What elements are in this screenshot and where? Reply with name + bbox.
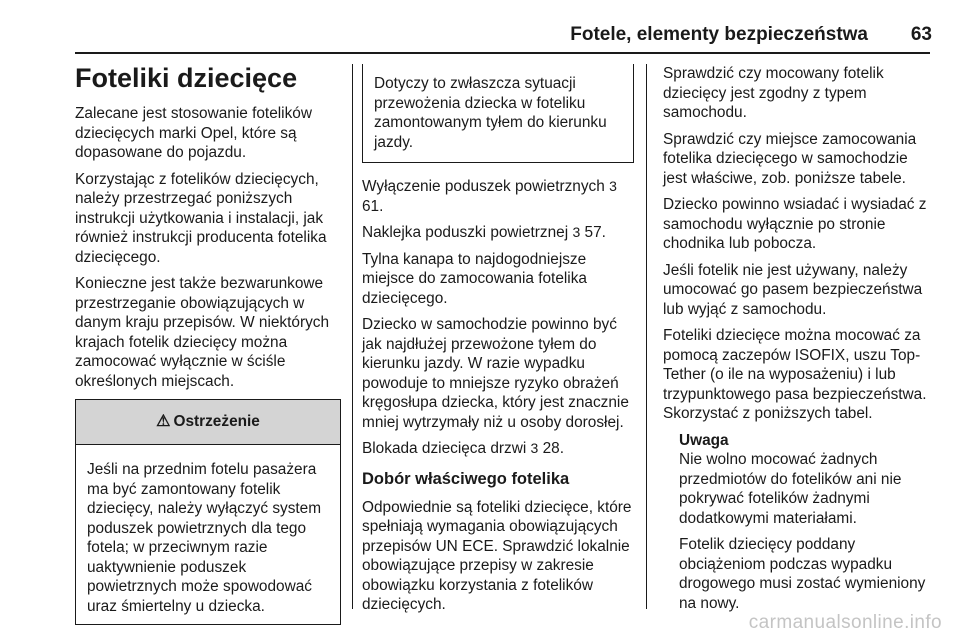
section-heading: Foteliki dziecięce (75, 63, 298, 93)
column-divider-2 (646, 64, 647, 609)
header-rule (75, 52, 930, 54)
reference-text: Naklejka poduszki powietrznej (362, 224, 569, 241)
note-title: Uwaga (679, 431, 729, 449)
header-title: Fotele, elementy bezpieczeństwa (570, 24, 868, 45)
paragraph: Tylna kanapa to najdogodniejsze miejsce do zamocowania fotelika dziecięcego. (362, 250, 587, 307)
paragraph: Korzystając z fotelików dziecięcych, należy przestrzegać poniższych instrukcji użytkowania i instalacji, jak również instrukcji producenta fotelika dziecięcego. (75, 170, 327, 266)
warning-triangle-icon: ⚠ (156, 413, 171, 431)
column-1 (75, 62, 341, 625)
note-text: Nie wolno mocować żadnych przedmiotów do fotelików ani nie pokrywać fotelików żadnymi dodatkowymi materiałami. (679, 451, 902, 527)
cross-reference (362, 439, 634, 459)
paragraph: Odpowiednie są foteliki dziecięce, które spełniają wymagania obowiązujących przepisów UN ECE. Sprawdzić lokalnie obowiązujące przepisy w zakresie obowiązku korzystania z fotelików dziecięcych. (362, 498, 632, 613)
warning-header (76, 400, 340, 445)
paragraph: Zalecane jest stosowanie fotelików dziecięcych marki Opel, które są dopasowane do pojazdu. (75, 105, 312, 161)
paragraph: Konieczne jest także bezwarunkowe przestrzeganie obowiązujących w danym kraju przepisów. W niektórych krajach fotelik dziecięcy można zamocować wyłącznie w ściśle określonych miejscach. (75, 275, 330, 390)
reference-page: 61. (362, 197, 384, 215)
page-reference-icon: 3 (530, 440, 539, 456)
warning-text: Dotyczy to zwłaszcza sytuacji przewożenia dziecka w foteliku zamontowanym tyłem do kierunku jazdy. (374, 75, 607, 151)
column-2 (362, 64, 634, 622)
cross-reference (362, 177, 634, 216)
warning-title: Ostrzeżenie (173, 413, 260, 431)
watermark: carmanualsonline.info (748, 612, 942, 633)
reference-page: 57. (584, 224, 606, 241)
paragraph: Foteliki dziecięce można mocować za pomocą zaczepów ISOFIX, uszu Top-Tether (o ile na wyposażeniu) i lub trzypunktowego pasa bezpieczeństwa. Skorzystać z poniższych tabel. (663, 327, 927, 422)
paragraph: Dziecko w samochodzie powinno być jak najdłużej przewożone tyłem do kierunku jazdy. W razie wypadku powoduje to mniejsze ryzyko obrażeń kręgosłupa dziecka, który jest znacznie mniej wytrzymały niż u osoby dorosłej. (362, 316, 629, 431)
warning-box-continued (362, 64, 634, 163)
page-number: 63 (910, 24, 932, 45)
reference-text: Wyłączenie poduszek powietrznych (362, 178, 605, 195)
paragraph: Sprawdzić czy miejsce zamocowania fotelika dziecięcego w samochodzie jest właściwe, zob. poniższe tabele. (663, 130, 917, 187)
note-box (663, 431, 933, 614)
page-reference-icon: 3 (609, 178, 617, 194)
column-divider-1 (352, 64, 353, 609)
reference-page: 28. (542, 440, 565, 457)
column-3 (663, 64, 933, 620)
subheading: Dobór właściwego fotelika (362, 469, 570, 488)
page-reference-icon: 3 (572, 224, 581, 240)
warning-box (75, 399, 341, 625)
cross-reference (362, 223, 634, 243)
paragraph: Sprawdzić czy mocowany fotelik dziecięcy jest zgodny z typem samochodu. (663, 65, 884, 121)
paragraph: Dziecko powinno wsiadać i wysiadać z samochodu wyłącznie po stronie chodnika lub pobocza. (663, 196, 927, 252)
warning-body (76, 445, 340, 624)
paragraph: Jeśli fotelik nie jest używany, należy umocować go pasem bezpieczeństwa lub wyjąć z samochodu. (663, 261, 923, 318)
note-text: Fotelik dziecięcy poddany obciążeniom podczas wypadku drogowego musi zostać wymieniony na nowy. (679, 536, 926, 612)
reference-text: Blokada dziecięca drzwi (362, 440, 527, 457)
warning-text: Jeśli na przednim fotelu pasażera ma być zamontowany fotelik dziecięcy, należy wyłączyć system poduszek powietrznych dla tego fotela; w przeciwnym razie uaktywnienie poduszek powietrznych może spowodować uraz śmiertelny u dziecka. (87, 461, 322, 615)
